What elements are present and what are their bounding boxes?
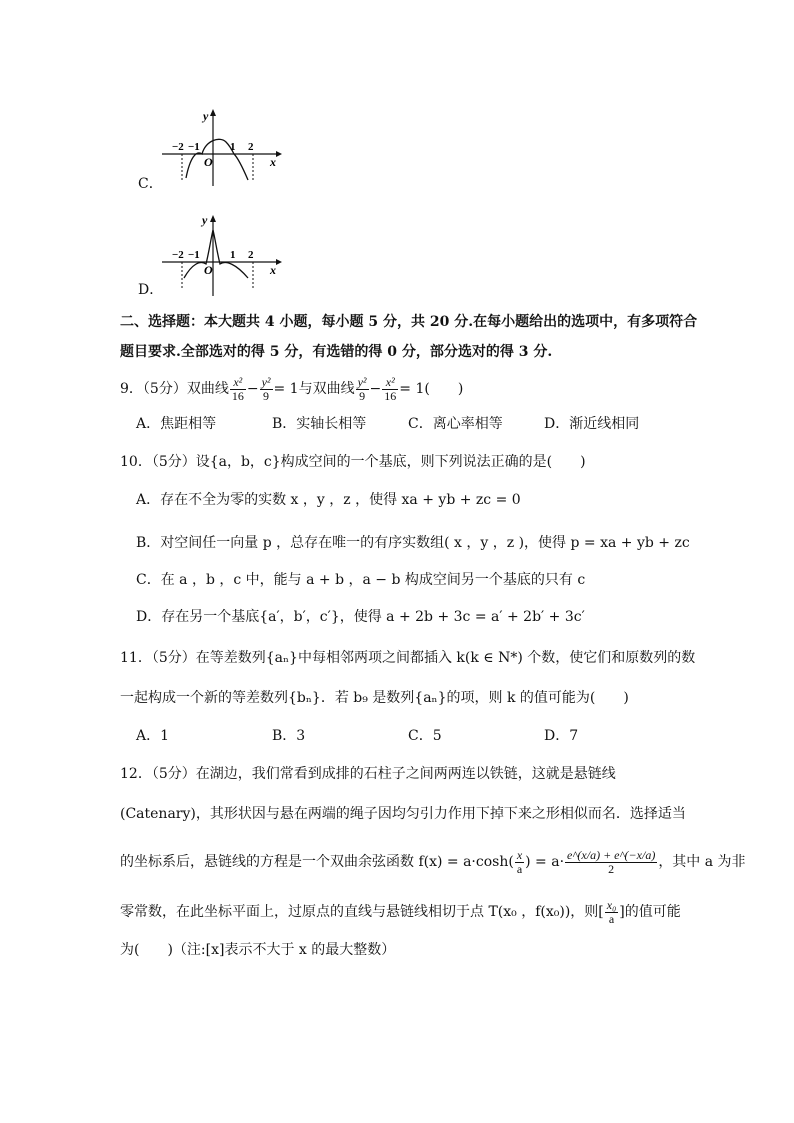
question-9-stem: 9．（5分）双曲线 $\frac{\text{x²}}{16}$ − $\frac{\text{y²}}{9}$ = 1与双曲线 $\frac{\text{y²}}{9}$ − $\frac{\text{x²}}{16}$ = 1( ) (120, 374, 464, 403)
graph-c-figure (158, 100, 288, 190)
y-arrow (210, 109, 216, 116)
q12-frac-x0-over-a: $\frac{\text{x₀}}{a}$ (606, 897, 617, 926)
x-arrow (276, 151, 282, 157)
axis-x-label: x (270, 155, 276, 169)
y-arrow (210, 215, 216, 222)
q9-suffix: = 1( ) (399, 381, 464, 397)
q9-option-a[interactable]: A．焦距相等 (136, 416, 217, 432)
section-heading-line2: 题目要求.全部选对的得 5 分，有选错的得 0 分，部分选对的得 3 分. (120, 344, 553, 360)
q12-frac-x-over-a: $\frac{x}{a}$ (516, 847, 523, 876)
axis-x-label: x (270, 263, 276, 277)
graph-c-label: C． (138, 176, 163, 192)
q9-prefix: 9．（5分）双曲线 (120, 381, 229, 397)
q9-option-b[interactable]: B．实轴长相等 (272, 416, 367, 432)
question-12-line3: 的坐标系后，悬链线的方程是一个双曲余弦函数 f(x) = a·cosh( $\frac{x}{a}$ ) = a· $\frac{e\^{}(x/a) + e\^{}(-x/a)}{2}$ ，其中 a 为非 (120, 847, 746, 876)
graph-d-option[interactable] (120, 208, 300, 308)
tick-label: −2 (172, 249, 184, 261)
question-12-line2: (Catenary)，其形状因与悬在两端的绳子因均匀引力作用下掉下来之形相似而名．选择适当 (120, 806, 686, 822)
question-11-line1: 11．（5分）在等差数列{aₙ}中每相邻两项之间都插入 k(k ∈ N*) 个数，使它们和原数列的数 (120, 650, 696, 666)
q11-option-a[interactable]: A．1 (136, 728, 170, 744)
q9-option-c[interactable]: C．离心率相等 (408, 416, 503, 432)
tick-label: 2 (248, 141, 254, 153)
q11-option-b[interactable]: B．3 (272, 728, 306, 744)
q10-option-c[interactable]: C．在 a ，b ，c 中，能与 a + b ，a − b 构成空间另一个基底的只有 c (136, 572, 586, 588)
question-12-line5: 为( )（注:[x]表示不大于 x 的最大整数） (120, 942, 396, 958)
axis-y-label: y (202, 213, 208, 227)
tick-label: −2 (172, 141, 184, 153)
q10-option-d[interactable]: D．存在另一个基底{a′，b′，c′}，使得 a + 2b + 3c = a′ + 2b′ + 3c′ (136, 609, 585, 625)
q9-frac-2: $\frac{\text{y²}}{9}$ (261, 374, 271, 403)
tick-label: 2 (248, 249, 254, 261)
q11-option-c[interactable]: C．5 (408, 728, 442, 744)
section-heading-line1: 二、选择题：本大题共 4 小题，每小题 5 分，共 20 分.在每小题给出的选项中，有多项符合 (120, 314, 698, 330)
origin-label: O (204, 155, 213, 169)
x-arrow (276, 259, 282, 265)
q9-frac-3: $\frac{\text{y²}}{9}$ (357, 374, 367, 403)
q10-option-a[interactable]: A．存在不全为零的实数 x ，y ，z ，使得 xa + yb + zc = 0 (136, 492, 521, 508)
question-12-line1: 12．（5分）在湖边，我们常看到成排的石柱子之间两两连以铁链，这就是悬链线 (120, 766, 616, 782)
q9-frac-1: $\frac{\text{x²}}{16}$ (231, 374, 244, 403)
origin-label: O (204, 263, 213, 277)
tick-label: 1 (230, 249, 236, 261)
graph-d-label: D． (138, 282, 164, 298)
graph-d-figure (158, 208, 288, 300)
q12-frac-cosh: $\frac{e\^{}(x/a) + e\^{}(-x/a)}{2}$ (567, 847, 656, 876)
question-10-stem: 10．（5分）设{a，b，c}构成空间的一个基底，则下列说法正确的是( ) (120, 454, 586, 470)
q10-option-b[interactable]: B．对空间任一向量 p ，总存在唯一的有序实数组( x ，y ，z )，使得 p = xa + yb + zc (136, 535, 690, 551)
question-12-line4: 零常数，在此坐标平面上，过原点的直线与悬链线相切于点 T(x₀ ，f(x₀))，则[ $\frac{\text{x₀}}{a}$ ]的值可能 (120, 897, 681, 926)
graph-c-option[interactable] (120, 100, 300, 200)
q11-option-d[interactable]: D．7 (544, 728, 579, 744)
question-11-line2: 一起构成一个新的等差数列{bₙ}．若 b₉ 是数列{aₙ}的项，则 k 的值可能为( ) (120, 690, 629, 706)
axis-y-label: y (203, 109, 209, 123)
tick-label: −1 (188, 249, 200, 261)
tick-label: −1 (188, 141, 200, 153)
q9-frac-4: $\frac{\text{x²}}{16}$ (384, 374, 397, 403)
q9-option-d[interactable]: D．渐近线相同 (544, 416, 640, 432)
q9-mid: = 1与双曲线 (273, 381, 355, 397)
tick-label: 1 (230, 141, 236, 153)
